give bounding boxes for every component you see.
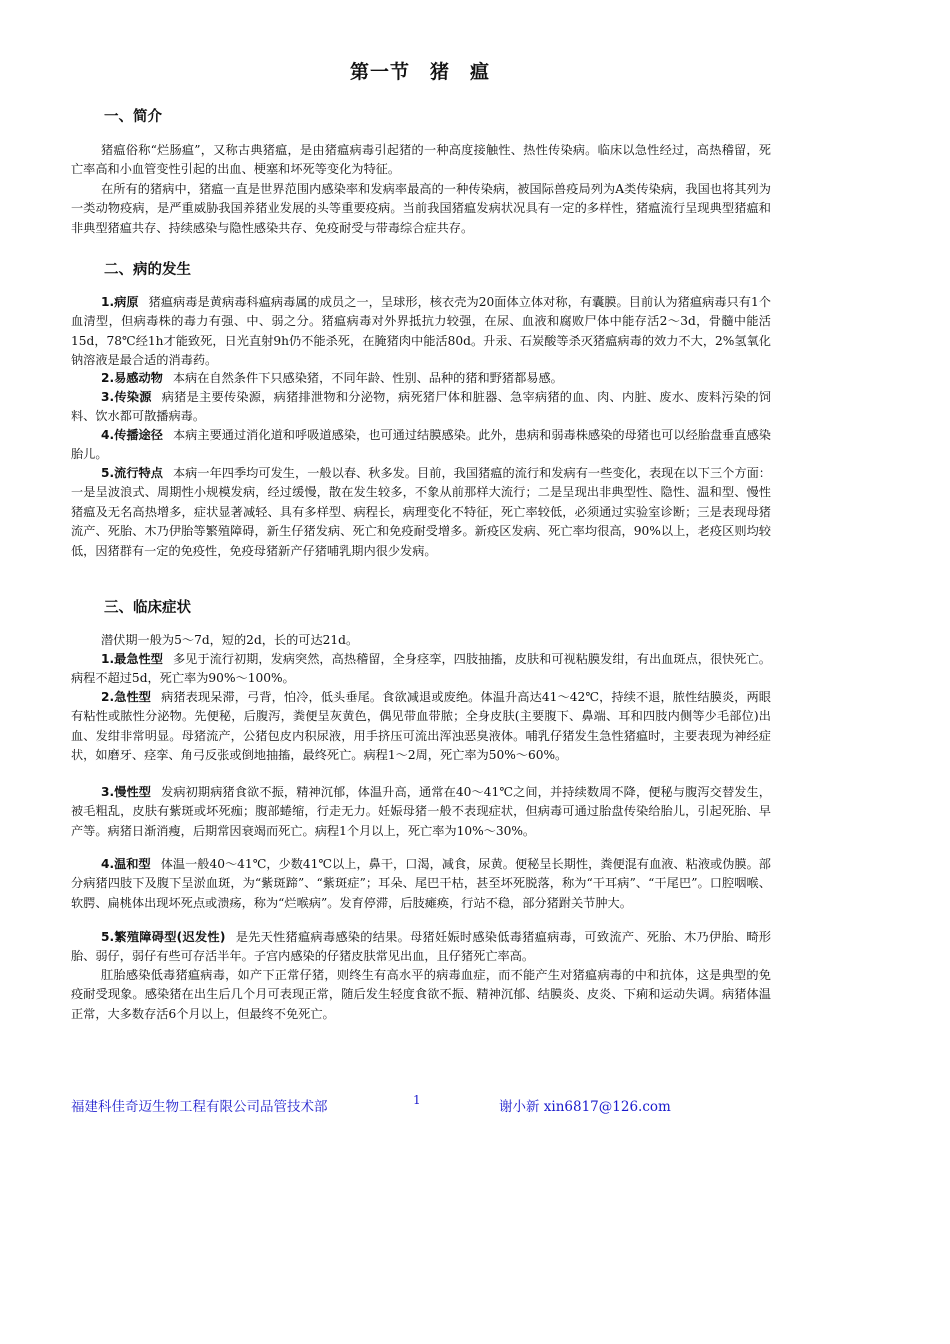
- footer-company: 福建科佳奇迈生物工程有限公司品管技术部: [71, 1099, 328, 1115]
- clinical-item: [71, 688, 771, 766]
- item-text: 本病在自然条件下只感染猪，不同年龄、性别、品种的猪和野猪都易感。: [172, 371, 563, 385]
- occurrence-item: [71, 464, 771, 561]
- occurrence-item: [71, 369, 771, 388]
- clinical-intro: 潜伏期一般为5～7d，短的2d，长的可达21d。: [101, 633, 359, 647]
- item-text: 发病初期病猪食欲不振，精神沉郁，体温升高，通常在40～41℃之间，并持续数周不降，便秘与腹泻交替发生，被毛粗乱，皮肤有紫斑或坏死痂；腹部蜷缩，行走无力。妊娠母猪一般不表现症状，但病毒可通过胎盘传染给胎儿，引起死胎、早产等。病猪日渐消瘦，后期常因衰竭而死亡。病程1个月以上，死亡率为10%～30%。: [71, 785, 771, 838]
- item-key: 1.最急性型: [101, 652, 163, 666]
- section-heading-intro: 一、简介: [104, 109, 162, 125]
- occurrence-item: [71, 388, 771, 427]
- item-text: 是先天性猪瘟病毒感染的结果。母猪妊娠时感染低毒猪瘟病毒，可致流产、死胎、木乃伊胎、畸形胎、弱仔，弱仔有些可存活半年。子宫内感染的仔猪皮肤常见出血，且仔猪死亡率高。: [71, 930, 772, 964]
- clinical-item: [71, 650, 771, 689]
- item-key: 2.急性型: [101, 690, 152, 704]
- section-heading-occurrence: 二、病的发生: [104, 262, 191, 278]
- section-heading-clinical: 三、临床症状: [104, 600, 191, 616]
- item-text: 多见于流行初期，发病突然，高热稽留，全身痉挛，四肢抽搐，皮肤和可视粘膜发绀，有出血斑点，很快死亡。病程不超过5d，死亡率为90%～100%。: [71, 652, 771, 686]
- intro-paragraph-2: 在所有的猪病中，猪瘟一直是世界范围内感染率和发病率最高的一种传染病，被国际兽疫局列为A类传染病，我国也将其列为一类动物疫病，是严重威胁我国养猪业发展的头等重要疫病。当前我国猪瘟发病状况具有一定的多样性，猪瘟流行呈现典型猪瘟和非典型猪瘟共存、持续感染与隐性感染共存、免疫耐受与带毒综合症共存。: [71, 182, 771, 235]
- item-key: 5.流行特点: [101, 466, 163, 480]
- item-text: 猪瘟病毒是黄病毒科瘟病毒属的成员之一，呈球形，核衣壳为20面体立体对称，有囊膜。目前认为猪瘟病毒只有1个血清型，但病毒株的毒力有强、中、弱之分。猪瘟病毒对外界抵抗力较强，在尿、血液和腐败尸体中能存活2～3d，骨髓中能活15d，78℃经1h才能致死，日光直射9h仍不能杀死，在腌猪肉中能活80d。升汞、石炭酸等杀灭猪瘟病毒的效力不大，2%氢氧化钠溶液是最合适的消毒药。: [71, 295, 771, 368]
- clinical-tail-paragraph: 肛胎感染低毒猪瘟病毒，如产下正常仔猪，则终生有高水平的病毒血症，而不能产生对猪瘟病毒的中和抗体，这是典型的免疫耐受现象。感染猪在出生后几个月可表现正常，随后发生轻度食欲不振、精神沉郁、结膜炎、皮炎、下痢和运动失调。病猪体温正常，大多数存活6个月以上，但最终不免死亡。: [71, 968, 771, 1021]
- clinical-item: [71, 855, 771, 913]
- item-text: 本病一年四季均可发生，一般以春、秋多发。目前，我国猪瘟的流行和发病有一些变化，表现在以下三个方面：一是呈波浪式、周期性小规模发病，经过缓慢，散在发生较多，不象从前那样大流行；二是呈现出非典型性、隐性、温和型、慢性猪瘟及无名高热增多，症状显著减轻、具有多样型、病程长，病理变化不特征，死亡率较低，必须通过实验室诊断；三是表现母猪流产、死胎、木乃伊胎等繁殖障碍，新生仔猪发病、死亡和免疫耐受增多。新疫区发病、死亡率均很高，90%以上，老疫区则均较低，因猪群有一定的免疫性，免疫母猪新产仔猪哺乳期内很少发病。: [71, 466, 771, 558]
- item-key: 3.传染源: [101, 390, 152, 404]
- item-text: 体温一般40～41℃，少数41℃以上，鼻干，口渴，减食，尿黄。便秘呈长期性，粪便混有血液、粘液或伪膜。部分病猪四肢下及腹下呈淤血斑，为“紫斑蹄”、“紫斑症”；耳朵、尾巴干枯，甚至坏死脱落，称为“干耳病”、“干尾巴”。口腔咽喉、软腭、扁桃体出现坏死点或溃疡，称为“烂喉病”。发育停滞，后肢瘫痪，行站不稳，部分猪跗关节肿大。: [71, 857, 771, 910]
- item-key: 4.传播途径: [101, 428, 163, 442]
- footer-contact: 谢小新 xin6817@126.com: [499, 1099, 671, 1115]
- clinical-item: [71, 928, 771, 967]
- item-text: 病猪是主要传染源，病猪排泄物和分泌物，病死猪尸体和脏器、急宰病猪的血、肉、内脏、废水、废料污染的饲料、饮水都可散播病毒。: [71, 390, 771, 424]
- page-number: 1: [413, 1093, 421, 1107]
- page-title: 第一节 猪 瘟: [349, 61, 490, 83]
- item-key: 3.慢性型: [101, 785, 152, 799]
- item-key: 4.温和型: [101, 857, 151, 871]
- occurrence-item: [71, 426, 771, 465]
- item-key: 2.易感动物: [101, 371, 163, 385]
- occurrence-item: [71, 293, 771, 371]
- item-key: 5.繁殖障碍型(迟发性): [101, 930, 226, 944]
- item-text: 病猪表现呆滞，弓背，怕冷，低头垂尾。食欲减退或废绝。体温升高达41～42℃，持续不退，脓性结膜炎，两眼有粘性或脓性分泌物。先便秘，后腹泻，粪便呈灰黄色，偶见带血带脓；全身皮肤(主要腹下、鼻端、耳和四肢内侧等少毛部位)出血、发绀非常明显。母猪流产，公猪包皮内积尿液，用手挤压可流出浑浊恶臭液体。哺乳仔猪发生急性猪瘟时，主要表现为神经症状，如磨牙、痉挛、角弓反张或倒地抽搐，最终死亡。病程1～2周，死亡率为50%～60%。: [71, 690, 771, 763]
- clinical-item: [71, 783, 771, 841]
- item-text: 本病主要通过消化道和呼吸道感染，也可通过结膜感染。此外，患病和弱毒株感染的母猪也可以经胎盘垂直感染胎儿。: [71, 428, 771, 462]
- intro-paragraph-1: 猪瘟俗称“烂肠瘟”，又称古典猪瘟，是由猪瘟病毒引起猪的一种高度接触性、热性传染病。临床以急性经过，高热稽留，死亡率高和小血管变性引起的出血、梗塞和坏死等变化为特征。: [71, 143, 771, 177]
- item-key: 1.病原: [101, 295, 139, 309]
